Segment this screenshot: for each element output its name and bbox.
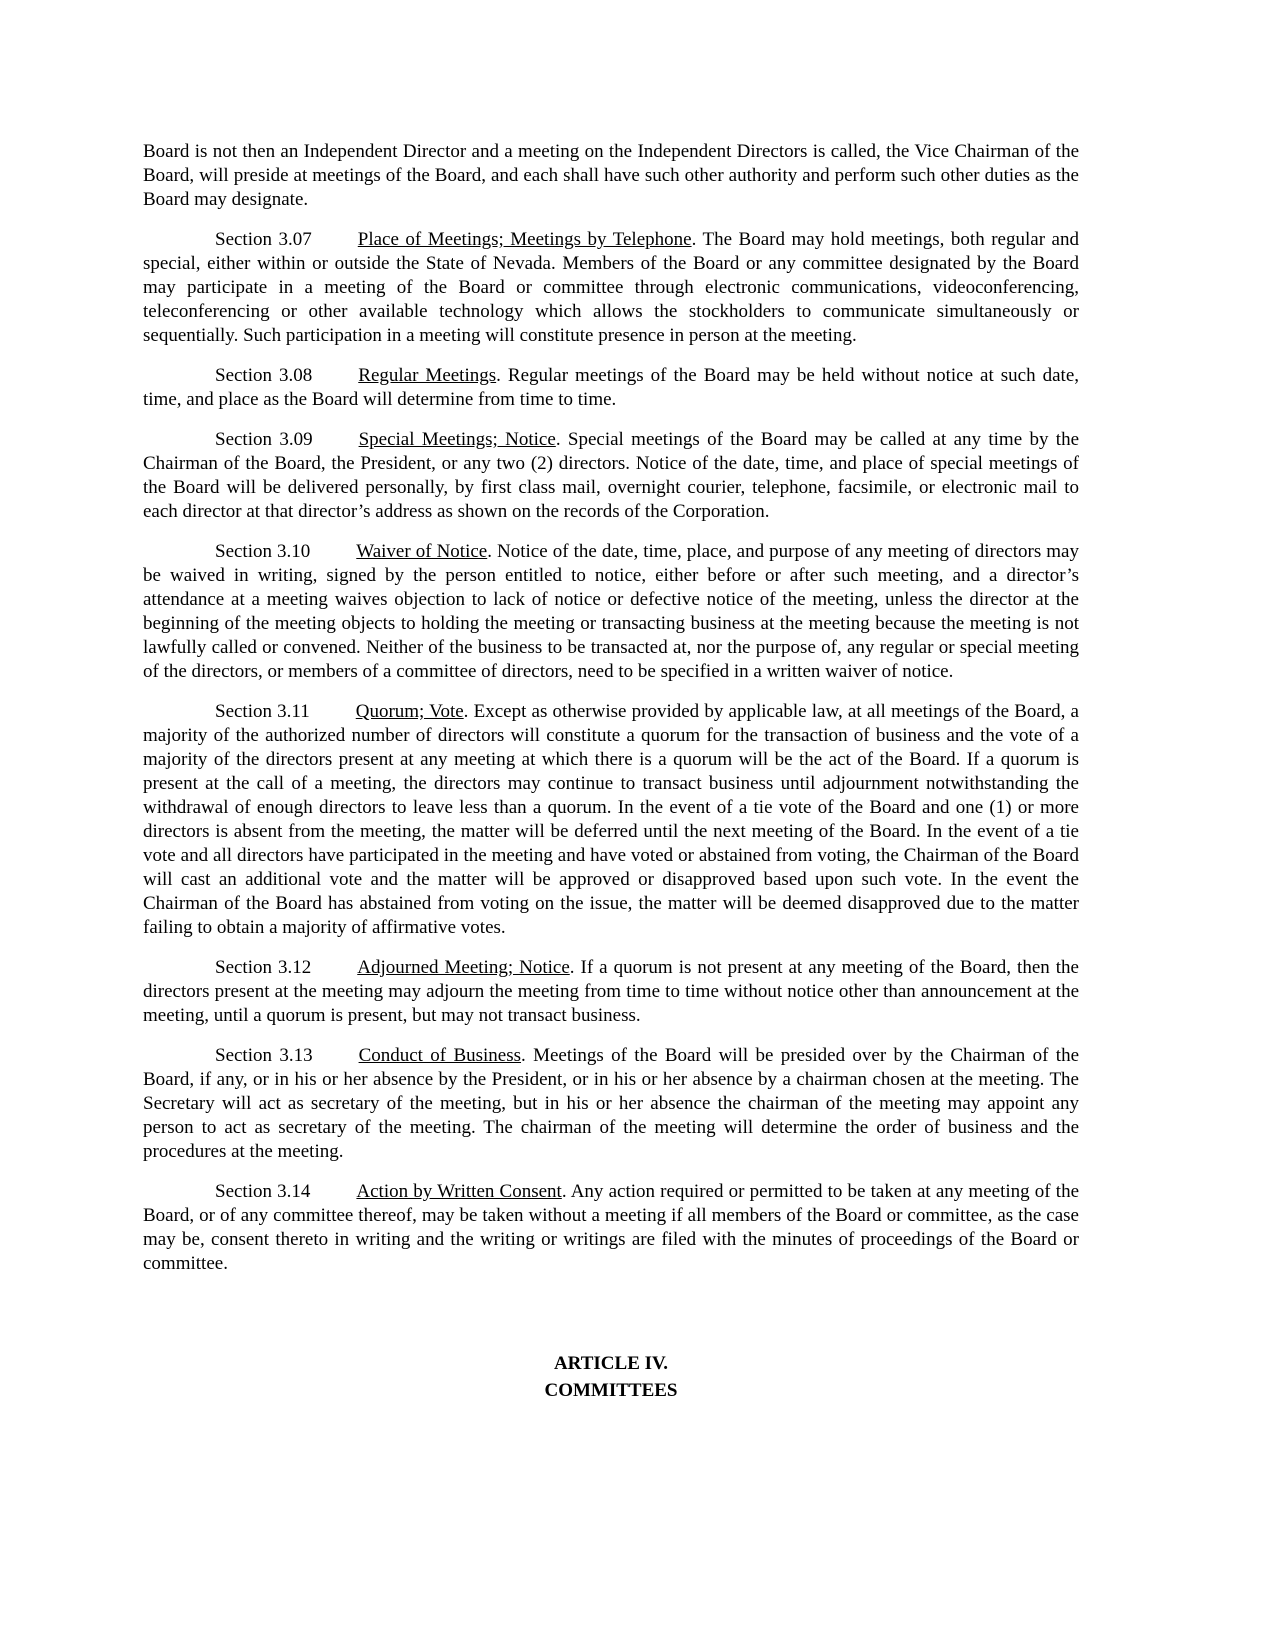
section-heading: Special Meetings; Notice (358, 429, 556, 450)
article-subtitle: COMMITTEES (544, 1380, 678, 1401)
section-heading: Waiver of Notice (356, 541, 488, 562)
heading-period: . (569, 957, 575, 978)
heading-period: . (521, 1045, 526, 1066)
section-body: Any action required or permitted to be taken at any meeting of the Board, or of any committee thereof, may be taken without a meeting if all members of the Board or committee, as the case may be, consent thereto in writing and the writing or writings are filed with the minutes of proceedings of the Board or committee. (143, 1181, 1080, 1274)
section-body: Except as otherwise provided by applicable law, at all meetings of the Board, a majority of the authorized number of directors will constitute a quorum for the transaction of business and the vote of a majority of the directors present at any meeting at which there is a quorum will be the act of the Board. If a quorum is present at the call of a meeting, the directors may continue to transact business until adjournment notwithstanding the withdrawal of enough directors to leave less than a quorum. In the event of a tie vote of the Board and one (1) or more directors is absent from the meeting, the matter will be deferred until the next meeting of the Board. In the event of a tie vote and all directors have participated in the meeting and have voted or abstained from voting, the Chairman of the Board will cast an additional vote and the matter will be approved or disapproved based upon such vote. In the event the Chairman of the Board has abstained from voting on the issue, the matter will be deemed disapproved due to the matter failing to obtain a majority of affirmative votes. (143, 701, 1079, 938)
section-body: Meetings of the Board will be presided over by the Chairman of the Board, if any, or in his or her absence by the President, or in his or her absence by a chairman chosen at the meeting. The Secretary will act as secretary of the meeting, but in his or her absence the chairman of the meeting may appoint any person to act as secretary of the meeting. The chairman of the meeting will determine the order of business and the procedures at the meeting. (143, 1045, 1079, 1162)
section-body: If a quorum is not present at any meeting of the Board, then the directors present at the meeting may adjourn the meeting from time to time without notice other than announcement at the meeting, until a quorum is present, but may not transact business. (143, 957, 1079, 1026)
section-paragraph (143, 540, 1079, 684)
heading-period: . (487, 541, 492, 562)
section-paragraph (143, 364, 1079, 412)
section-heading: Quorum; Vote (355, 701, 464, 722)
article-title: ARTICLE IV. (553, 1353, 669, 1374)
section-paragraph (143, 956, 1079, 1028)
section-number: Section 3.09 (215, 429, 313, 450)
article-heading (143, 1350, 1079, 1404)
section-heading: Conduct of Business (358, 1045, 522, 1066)
section-body: Regular meetings of the Board may be held without notice at such date, time, and place as the Board will determine from time to time. (143, 365, 1080, 410)
section-paragraph (143, 1044, 1079, 1164)
section-paragraph (143, 228, 1079, 348)
section-number: Section 3.08 (215, 365, 313, 386)
heading-period: . (463, 701, 469, 722)
section-paragraph (143, 428, 1079, 524)
section-number: Section 3.07 (215, 229, 312, 250)
heading-period: . (561, 1181, 567, 1202)
section-number: Section 3.12 (215, 957, 312, 978)
section-paragraph (143, 1180, 1079, 1276)
section-body: Special meetings of the Board may be called at any time by the Chairman of the Board, the President, or any two (2) directors. Notice of the date, time, and place of special meetings of the Board will be delivered personally, by first class mail, overnight courier, telephone, facsimile, or electronic mail to each director at that director’s address as shown on the records of the Corporation. (143, 429, 1080, 522)
section-heading: Action by Written Consent (356, 1181, 562, 1202)
section-number: Section 3.14 (215, 1181, 311, 1202)
section-paragraph (143, 700, 1079, 940)
section-number: Section 3.13 (215, 1045, 313, 1066)
section-body: The Board may hold meetings, both regular and special, either within or outside the State of Nevada. Members of the Board or any committee designated by the Board may participate in a meeting of the Board or committee through electronic communications, videoconferencing, teleconferencing or other available technology which allows the stockholders to communicate simultaneously or sequentially. Such participation in a meeting will constitute presence in person at the meeting. (143, 229, 1079, 346)
section-number: Section 3.10 (215, 541, 311, 562)
continuation-paragraph: Board is not then an Independent Director and a meeting on the Independent Directors is called, the Vice Chairman of the Board, will preside at meetings of the Board, and each shall have such other authority and perform such other duties as the Board may designate. (143, 141, 1079, 210)
section-heading: Adjourned Meeting; Notice (357, 957, 570, 978)
section-heading: Regular Meetings (358, 365, 497, 386)
heading-period: . (496, 365, 501, 386)
heading-period: . (691, 229, 697, 250)
section-heading: Place of Meetings; Meetings by Telephone (357, 229, 692, 250)
section-number: Section 3.11 (215, 701, 310, 722)
heading-period: . (555, 429, 561, 450)
section-body: Notice of the date, time, place, and purpose of any meeting of directors may be waived in writing, signed by the person entitled to notice, either before or after such meeting, and a director’s attendance at a meeting waives objection to lack of notice or defective notice of the meeting, unless the director at the beginning of the meeting objects to holding the meeting or transacting business at the meeting because the meeting is not lawfully called or convened. Neither of the business to be transacted at, nor the purpose of, any regular or special meeting of the directors, or members of a committee of directors, need to be specified in a written waiver of notice. (143, 541, 1079, 682)
